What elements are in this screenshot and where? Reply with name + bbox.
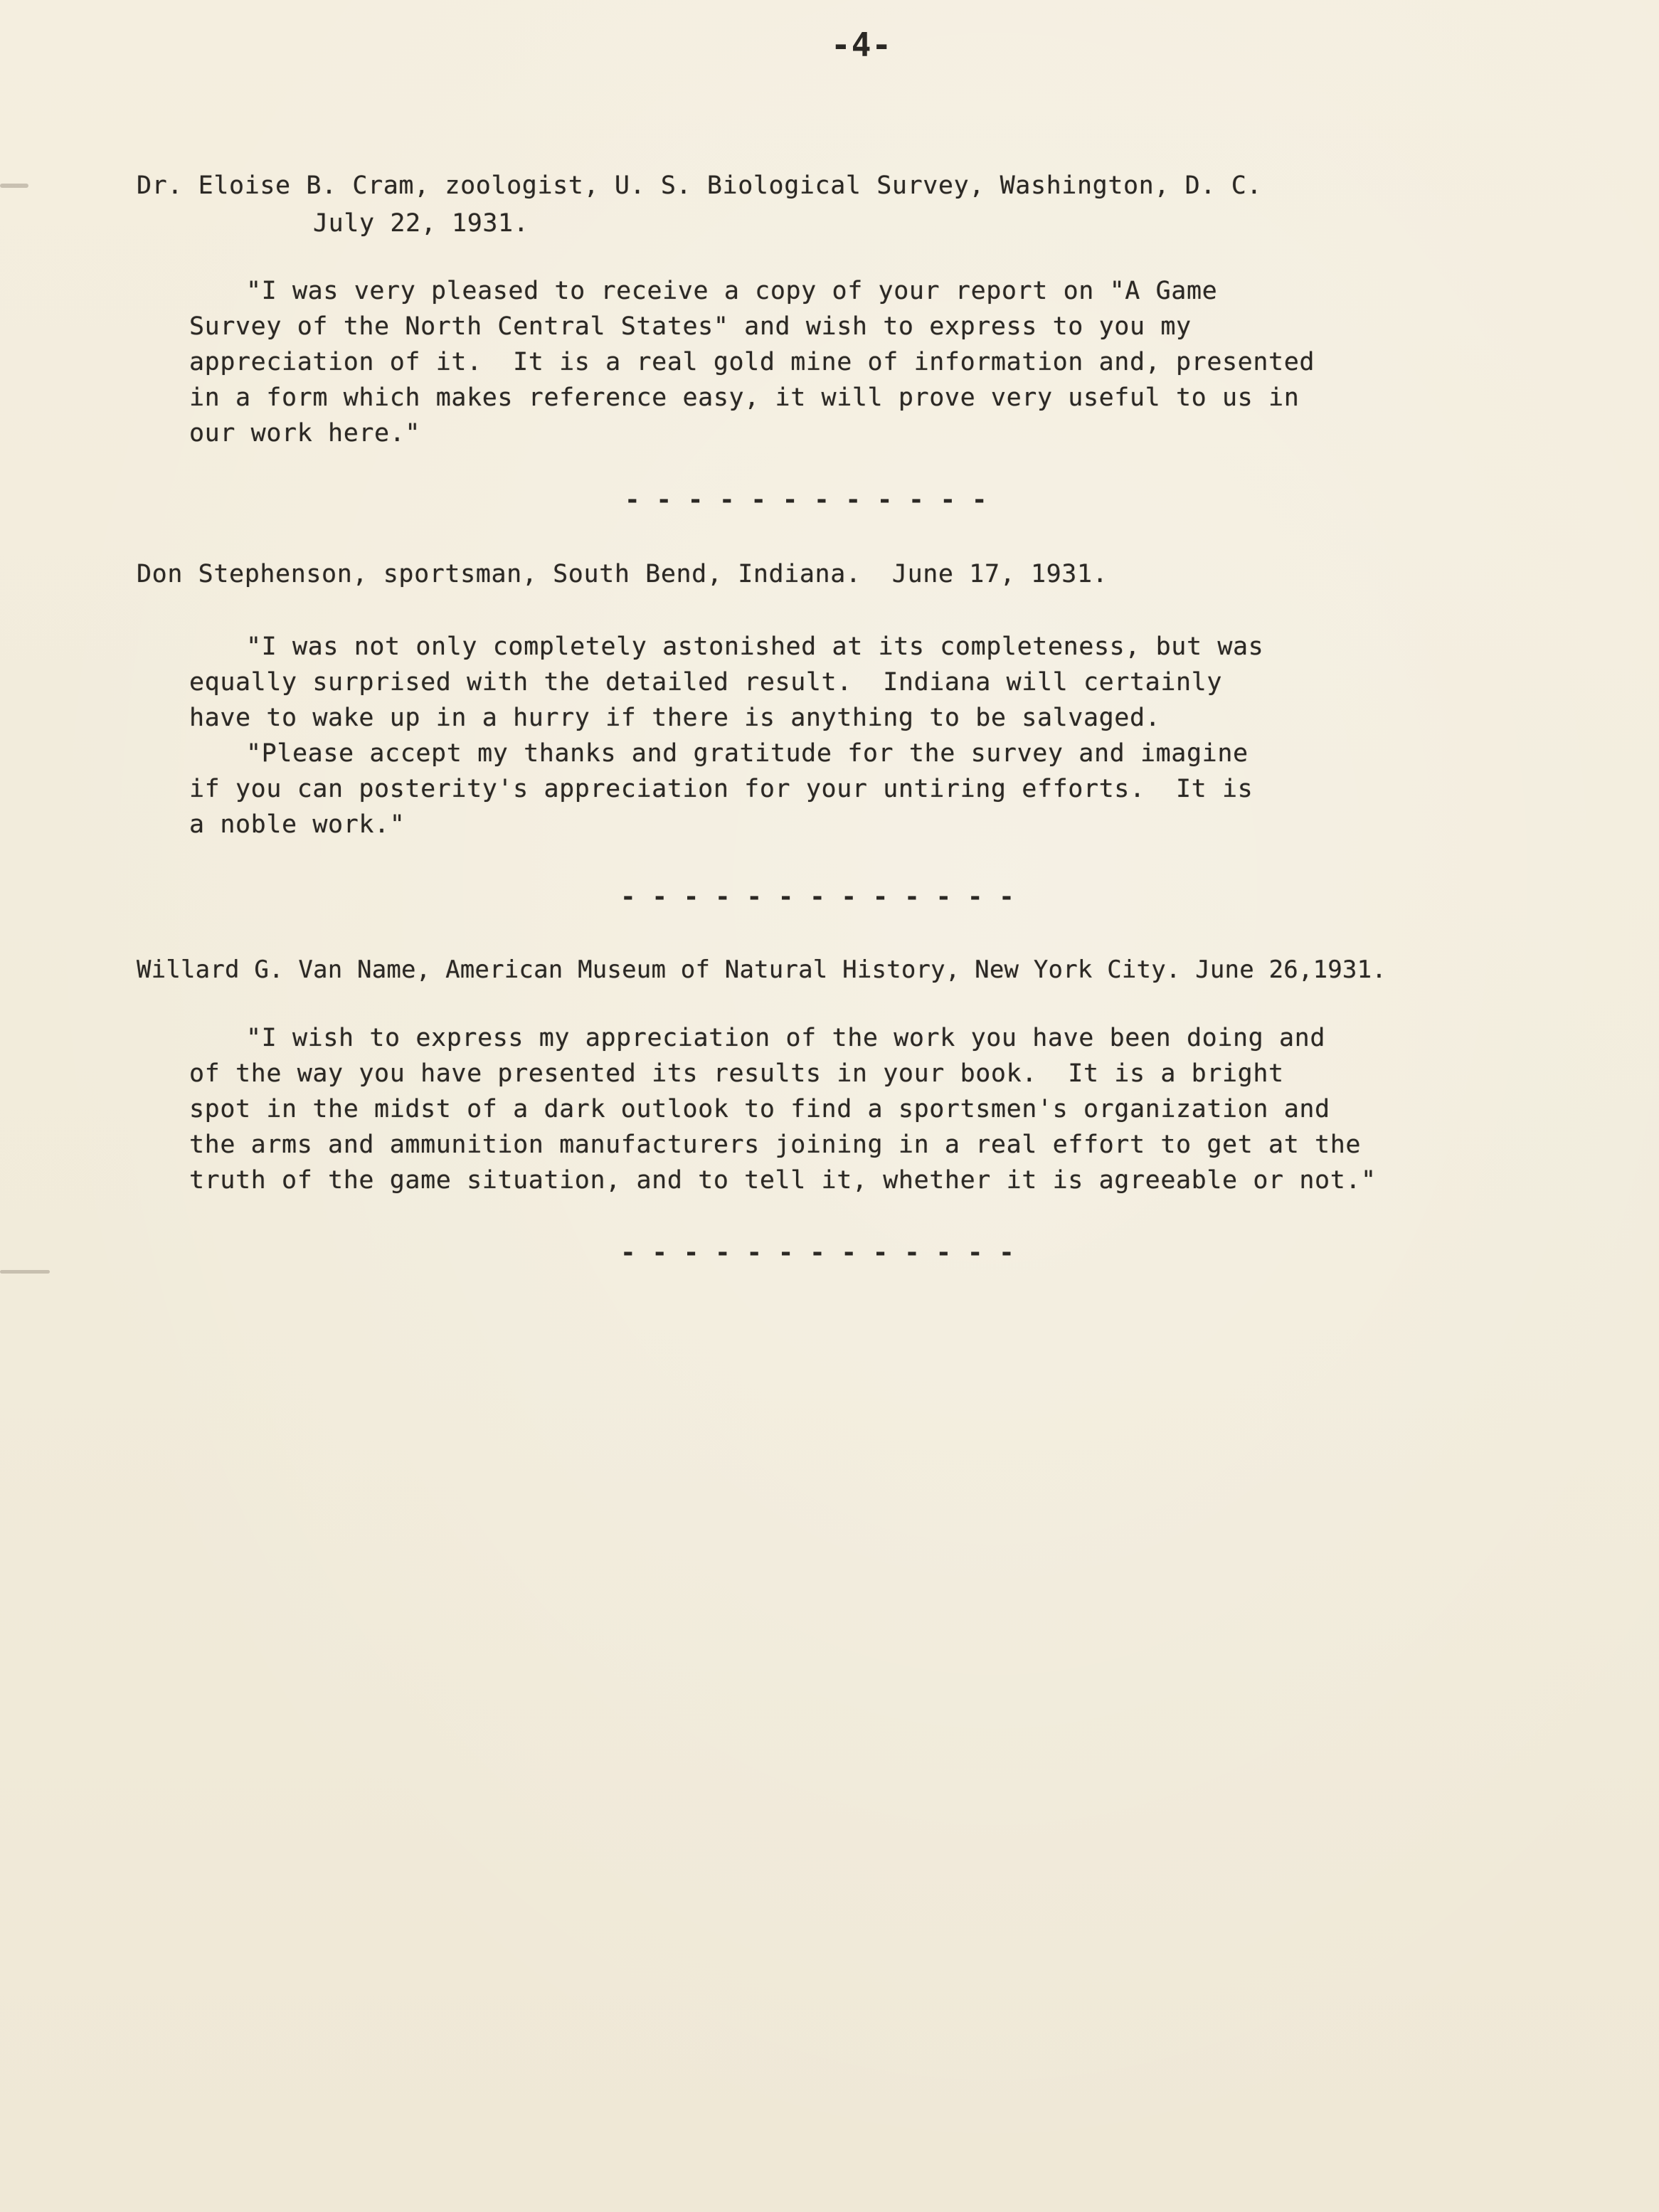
section-separator: - - - - - - - - - - - - (625, 485, 987, 514)
quote-line: if you can posterity's appreciation for your untiring efforts. It is (189, 775, 1253, 803)
quote-line: "I was not only completely astonished at its completeness, but was (246, 633, 1264, 661)
quote-line: "I was very pleased to receive a copy of your report on "A Game (246, 277, 1218, 305)
entry-heading-line: Don Stephenson, sportsman, South Bend, Indiana. June 17, 1931. (137, 560, 1108, 588)
section-separator: - - - - - - - - - - - - - (620, 1238, 1015, 1267)
quote-line: have to wake up in a hurry if there is anything to be salvaged. (189, 704, 1161, 732)
quote-line: our work here." (189, 419, 421, 448)
quote-line: a noble work." (189, 810, 406, 839)
quote-line: Survey of the North Central States" and wish to express to you my (189, 312, 1192, 341)
section-separator: - - - - - - - - - - - - - (620, 882, 1015, 911)
quote-line: equally surprised with the detailed result. Indiana will certainly (189, 668, 1223, 697)
quote-line: "Please accept my thanks and gratitude for the survey and imagine (246, 739, 1249, 768)
entry-heading-line: Dr. Eloise B. Cram, zoologist, U. S. Biological Survey, Washington, D. C. (137, 171, 1263, 200)
quote-line: spot in the midst of a dark outlook to find a sportsmen's organization and (189, 1095, 1330, 1123)
quote-line: "I wish to express my appreciation of the work you have been doing and (246, 1024, 1326, 1052)
quote-line: the arms and ammunition manufacturers joining in a real effort to get at the (189, 1131, 1362, 1159)
quote-line: in a form which makes reference easy, it will prove very useful to us in (189, 383, 1300, 412)
quote-line: truth of the game situation, and to tell it, whether it is agreeable or not." (189, 1166, 1377, 1195)
entry-heading-line: Willard G. Van Name, American Museum of Natural History, New York City. June 26,1931. (137, 956, 1387, 984)
page-number: -4- (831, 26, 893, 64)
page-edge-mark (0, 184, 28, 188)
entry-heading-date: July 22, 1931. (313, 209, 529, 238)
quote-line: of the way you have presented its results in your book. It is a bright (189, 1059, 1284, 1088)
quote-line: appreciation of it. It is a real gold mine of information and, presented (189, 348, 1315, 376)
page-edge-mark (0, 1270, 50, 1274)
